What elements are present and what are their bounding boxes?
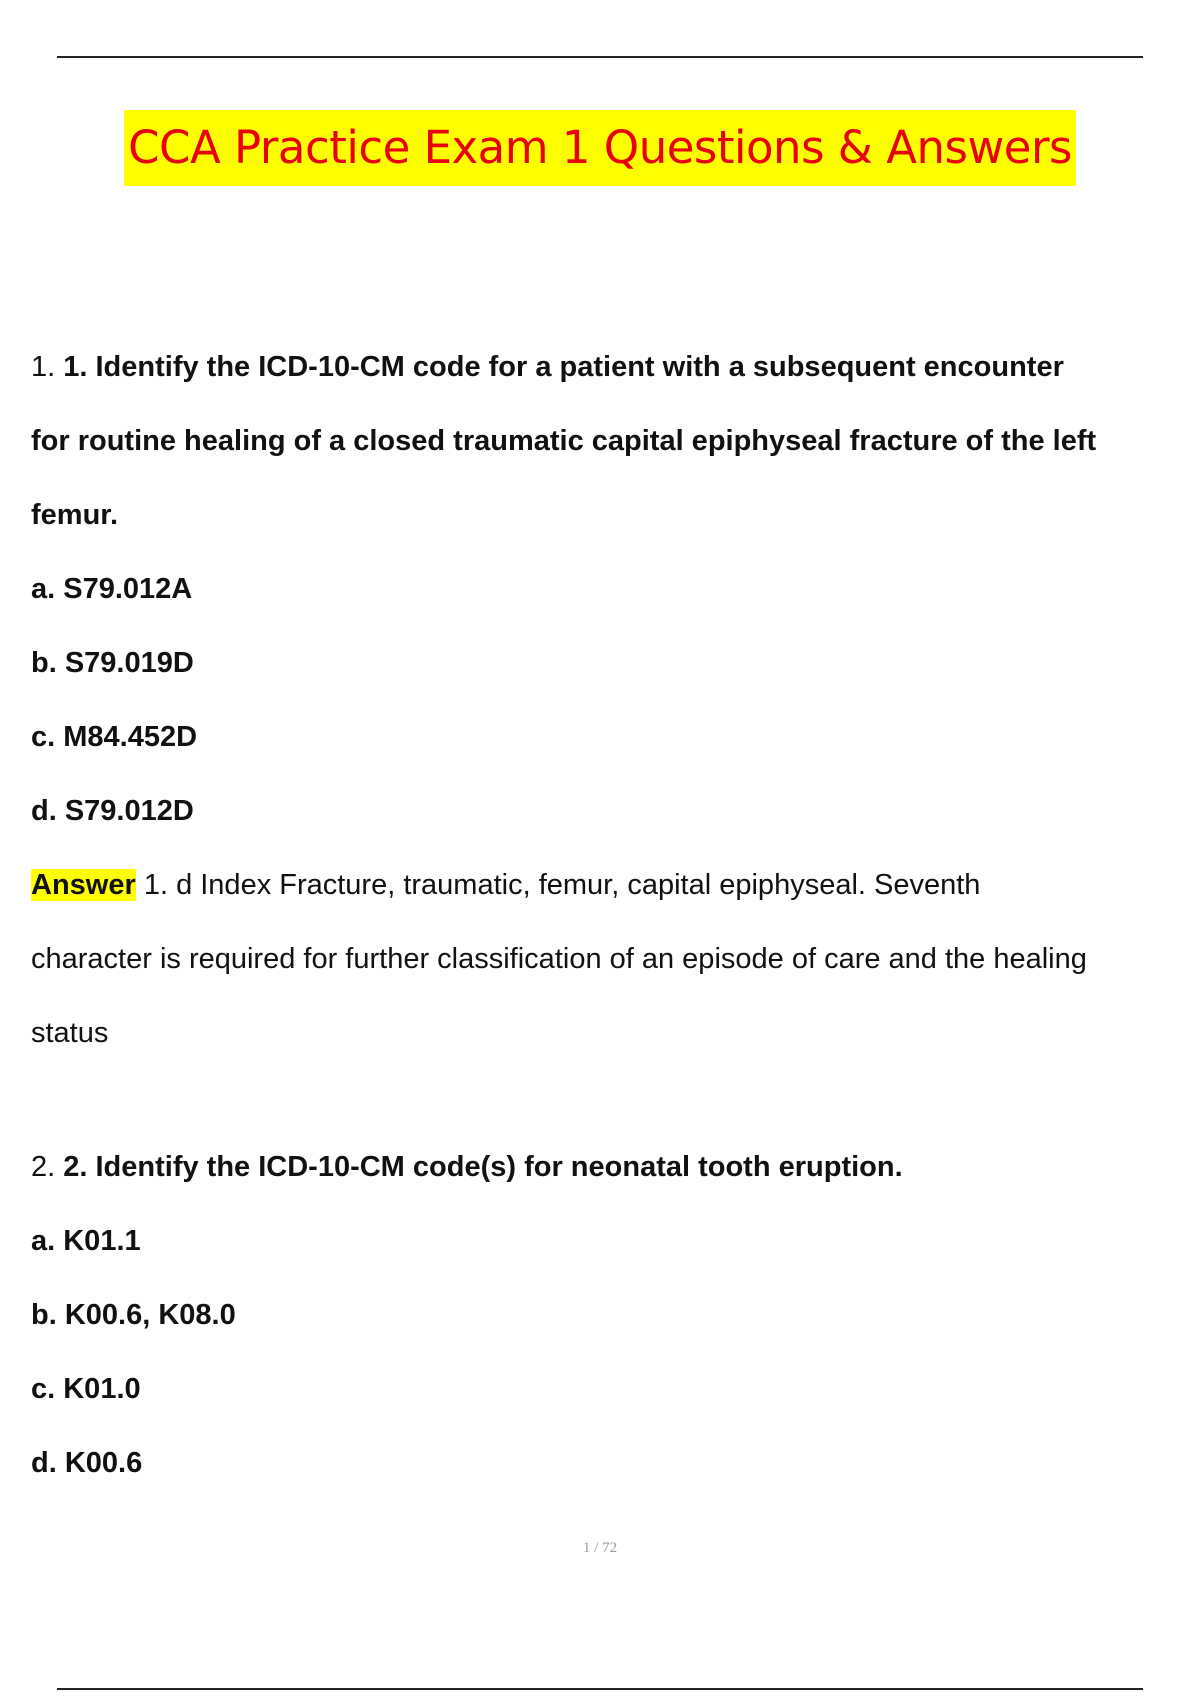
top-rule: [57, 56, 1143, 58]
question-2-option-b: b. K00.6, K08.0: [31, 1299, 236, 1331]
question-1-line-1: [31, 330, 1200, 404]
question-1-option-b: b. S79.019D: [31, 647, 194, 679]
question-1-option-c: c. M84.452D: [31, 721, 198, 753]
bottom-rule: [57, 1688, 1143, 1690]
question-2: [31, 1130, 1200, 1500]
question-spacer: [31, 1070, 1200, 1130]
question-1-option-a: a. S79.012A: [31, 573, 193, 605]
question-1-text-line-3: femur.: [31, 499, 119, 531]
question-2-option-c: c. K01.0: [31, 1373, 141, 1405]
question-1-answer-text-line-3: status: [31, 1017, 109, 1049]
document-title: CCA Practice Exam 1 Questions & Answers: [124, 110, 1076, 186]
question-2-line-1: [31, 1130, 1200, 1204]
question-1-text-line-1: 1. Identify the ICD-10-CM code for a patient with a subsequent encounter: [63, 351, 1064, 383]
question-1-option-d: d. S79.012D: [31, 795, 194, 827]
document-body: [31, 330, 1200, 1500]
question-1-text-line-2: for routine healing of a closed traumatic capital epiphyseal fracture of the left: [31, 425, 1097, 457]
question-1: [31, 330, 1200, 1070]
question-1-number: 1.: [31, 351, 56, 383]
question-1-answer-line-1: [31, 848, 1200, 922]
title-container: [0, 110, 1200, 186]
question-2-number: 2.: [31, 1151, 56, 1183]
page-number: 1 / 72: [582, 1540, 618, 1556]
question-2-text-line-1: 2. Identify the ICD-10-CM code(s) for neonatal tooth eruption.: [63, 1151, 903, 1183]
question-1-answer-text-line-2: character is required for further classification of an episode of care and the healing: [31, 943, 1087, 975]
question-2-option-d: d. K00.6: [31, 1447, 143, 1479]
question-2-option-a: a. K01.1: [31, 1225, 141, 1257]
question-1-answer-text-line-1: 1. d Index Fracture, traumatic, femur, capital epiphyseal. Seventh: [135, 869, 981, 901]
answer-label: Answer: [31, 869, 136, 901]
